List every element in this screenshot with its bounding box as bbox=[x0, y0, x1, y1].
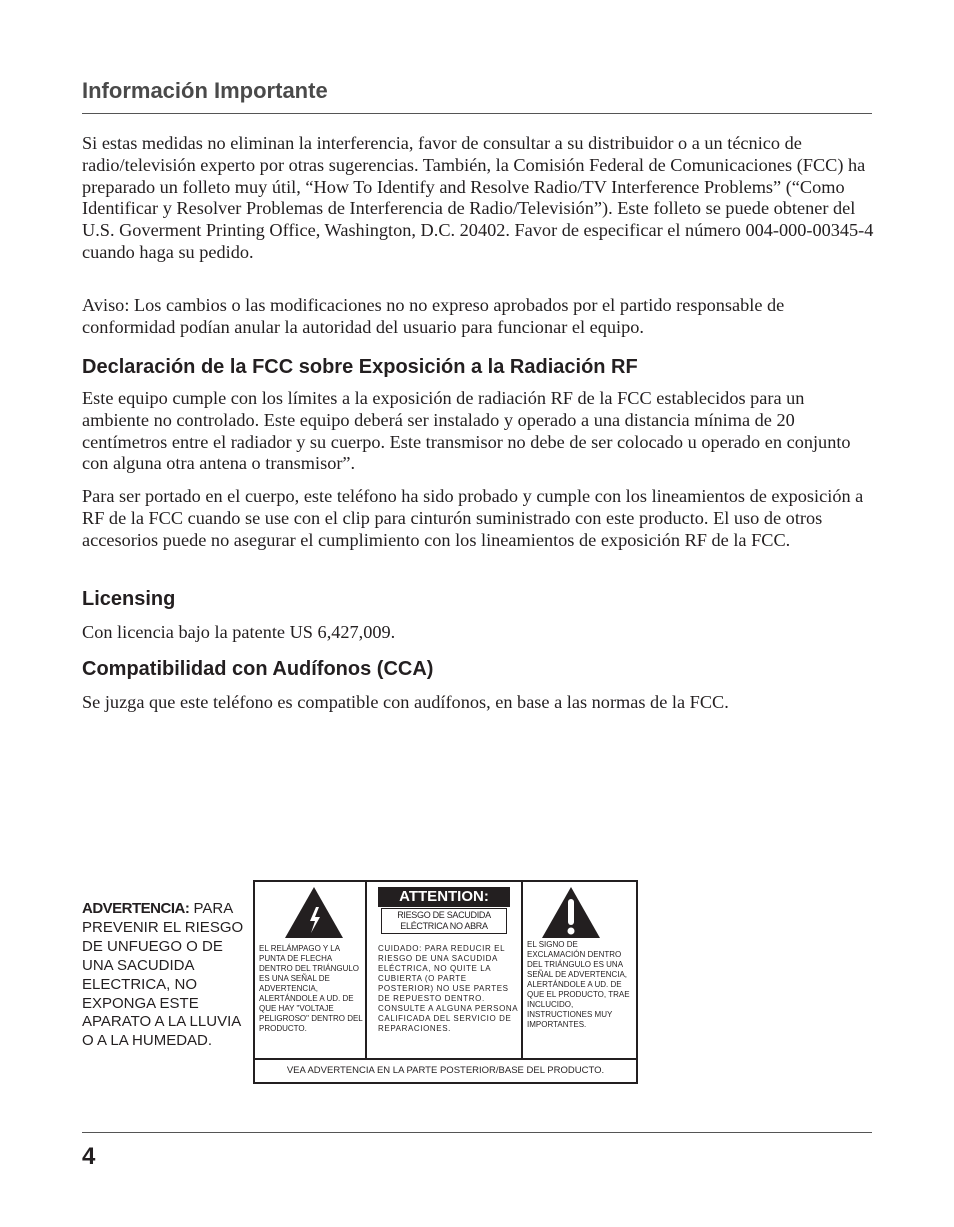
warning-label: ADVERTENCIA: bbox=[82, 900, 190, 917]
paragraph-patent: Con licencia bajo la patente US 6,427,009. bbox=[82, 622, 396, 642]
page-header-title: Información Importante bbox=[82, 78, 328, 103]
see-warning-note: VEA ADVERTENCIA EN LA PARTE POSTERIOR/BASE DEL PRODUCTO. bbox=[286, 1065, 605, 1076]
caution-label-box bbox=[253, 880, 638, 1084]
exclamation-explanation: EL SIGNO DE EXCLAMACIÓN DENTRO DEL TRIÁNGULO ES UNA SEÑAL DE ADVERTENCIA, ALERTÁNDOLE A UD. DE QUE EL PRODUCTO, TRAE INCLUCIDO, INSTRUCTIONES MUY IMPORTANTES. bbox=[527, 940, 630, 1029]
lightning-warning-icon bbox=[283, 885, 345, 940]
warning-statement bbox=[82, 900, 250, 1051]
caution-explanation: CUIDADO: PARA REDUCIR EL RIESGO DE UNA SACUDIDA ELÉCTRICA, NO QUITE LA CUBIERTA (O PARTE POSTERIOR) NO USE PARTES DE REPUESTO DENTRO. CONSULTE A ALGUNA PERSONA CALIFICADA DEL SERVICIO DE REPARACIONES. bbox=[378, 944, 518, 1033]
header-divider bbox=[82, 113, 872, 114]
attention-subtitle: RIESGO DE SACUDIDA ELÉCTRICA NO ABRA bbox=[381, 908, 507, 934]
heading-fcc-rf: Declaración de la FCC sobre Exposición a la Radiación RF bbox=[82, 356, 638, 378]
exclamation-warning-icon bbox=[540, 885, 602, 940]
heading-cca: Compatibilidad con Audífonos (CCA) bbox=[82, 658, 434, 680]
paragraph-rf-limits: Este equipo cumple con los límites a la exposición de radiación RF de la FCC establecidos para un ambiente no controlado. Este equipo deberá ser instalado y operado a una distancia mínima de 20 centímetros entre el radiador y su cuerpo. Este transmisor no debe de ser colocado u operado en conjunto con alguna otra antena o transmisor”. bbox=[82, 388, 851, 474]
box-divider bbox=[365, 882, 367, 1058]
paragraph-interference: Si estas medidas no eliminan la interferencia, favor de consultar a su distribuidor o a un técnico de radio/televisión experto por otras sugerencias. También, la Comisión Federal de Comunicaciones (FCC) ha preparado un folleto muy útil, “How To Identify and Resolve Radio/TV Interference Problems” (“Como Identificar y Resolver Problemas de Interferencia de Radio/Televisión”). Este folleto se puede obtener del U.S. Goverment Printing Office, Washington, D.C. 20402. Favor de especificar el número 004-000-00345-4 cuando haga su pedido. bbox=[82, 133, 874, 262]
attention-badge: ATTENTION: bbox=[378, 887, 510, 907]
lightning-explanation: EL RELÁMPAGO Y LA PUNTA DE FLECHA DENTRO DEL TRIÁNGULO ES UNA SEÑAL DE ADVERTENCIA, ALERTÁNDOLE A UD. DE QUE HAY "VOLTAJE PELIGROSO" DENTRO DEL PRODUCTO. bbox=[259, 944, 363, 1033]
warning-text: PARA PREVENIR EL RIESGO DE UNFUEGO O DE UNA SACUDIDA ELECTRICA, NO EXPONGA ESTE APARATO A LA LLUVIA O A LA HUMEDAD. bbox=[82, 900, 244, 1050]
box-divider bbox=[255, 1058, 636, 1060]
paragraph-aviso: Aviso: Los cambios o las modificaciones no no expreso aprobados por el partido responsable de conformidad podían anular la autoridad del usuario para funcionar el equipo. bbox=[82, 295, 785, 337]
paragraph-body-worn: Para ser portado en el cuerpo, este teléfono ha sido probado y cumple con los lineamientos de exposición a RF de la FCC cuando se use con el clip para cinturón suministrado con este producto. El uso de otros accesorios puede no asegurar el cumplimiento con los lineamientos de exposición RF de la FCC. bbox=[82, 486, 864, 550]
box-divider bbox=[521, 882, 523, 1058]
footer-divider bbox=[82, 1132, 872, 1133]
page-number: 4 bbox=[82, 1143, 96, 1170]
paragraph-hearing-aid: Se juzga que este teléfono es compatible con audífonos, en base a las normas de la FCC. bbox=[82, 692, 729, 712]
heading-licensing: Licensing bbox=[82, 588, 176, 610]
